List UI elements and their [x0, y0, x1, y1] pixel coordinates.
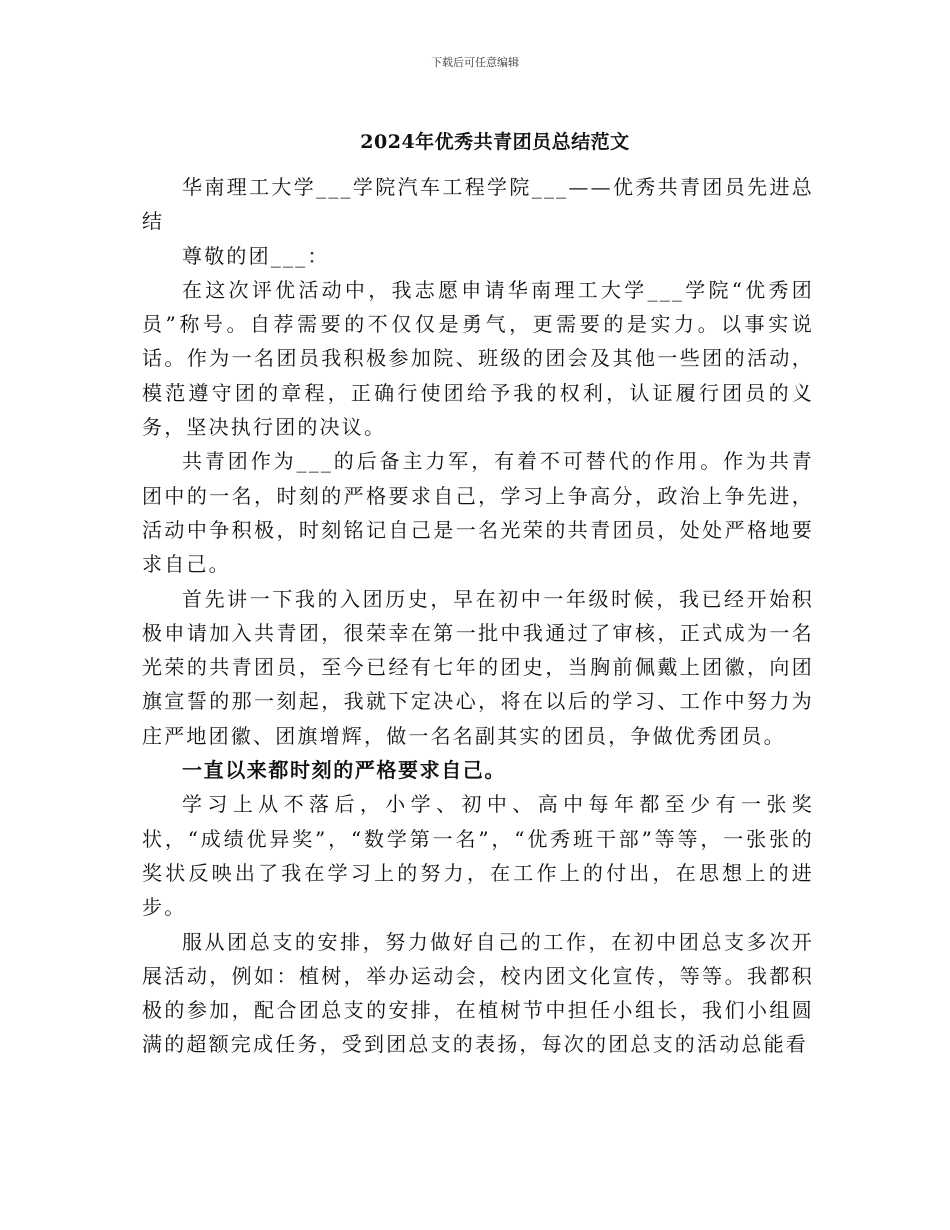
paragraph-study-awards: 学习上从不落后，小学、初中、高中每年都至少有一张奖状，“成绩优异奖”，“数学第一名”，“优秀班干部”等等，一张张的奖状反映出了我在学习上的努力，在工作上的付出，在思想上的进步。: [142, 792, 814, 920]
paragraph-heading-line: 华南理工大学___学院汽车工程学院___——优秀共青团员先进总结: [142, 175, 814, 234]
paragraph-bold-statement: 一直以来都时刻的严格要求自己。: [182, 758, 506, 783]
paragraph-league-history: 首先讲一下我的入团历史，早在初中一年级时候，我已经开始积极申请加入共青团，很荣幸在第一批中我通过了审核，正式成为一名光荣的共青团员，至今已经有七年的团史，当胸前佩戴上团徽，向团旗宣誓的那一刻起，我就下定决心，将在以后的学习、工作中努力为庄严地团徽、团旗增辉，做一名名副其实的团员，争做优秀团员。: [142, 586, 814, 748]
paragraph-salutation: 尊敬的团___：: [182, 243, 330, 268]
paragraph-youth-league-role: 共青团作为___的后备主力军，有着不可替代的作用。作为共青团中的一名，时刻的严格要求自己，学习上争高分，政治上争先进，活动中争积极，时刻铭记自己是一名光荣的共青团员，处处严格地要求自己。: [142, 449, 814, 577]
document-body: [142, 170, 814, 1062]
paragraph-activities: 服从团总支的安排，努力做好自己的工作，在初中团总支多次开展活动，例如：植树，举办运动会，校内团文化宣传，等等。我都积极的参加，配合团总支的安排，在植树节中担任小组长，我们小组圆满的超额完成任务，受到团总支的表扬，每次的团总支的活动总能看: [142, 929, 814, 1057]
document-title: 2024年优秀共青团员总结范文: [360, 131, 630, 153]
header-note: 下载后可任意编辑: [431, 56, 519, 69]
paragraph-application: 在这次评优活动中，我志愿申请华南理工大学___学院“优秀团员”称号。自荐需要的不仅仅是勇气，更需要的是实力。以事实说话。作为一名团员我积极参加院、班级的团会及其他一些团的活动，模范遵守团的章程，正确行使团给予我的权利，认证履行团员的义务，坚决执行团的决议。: [142, 277, 814, 440]
